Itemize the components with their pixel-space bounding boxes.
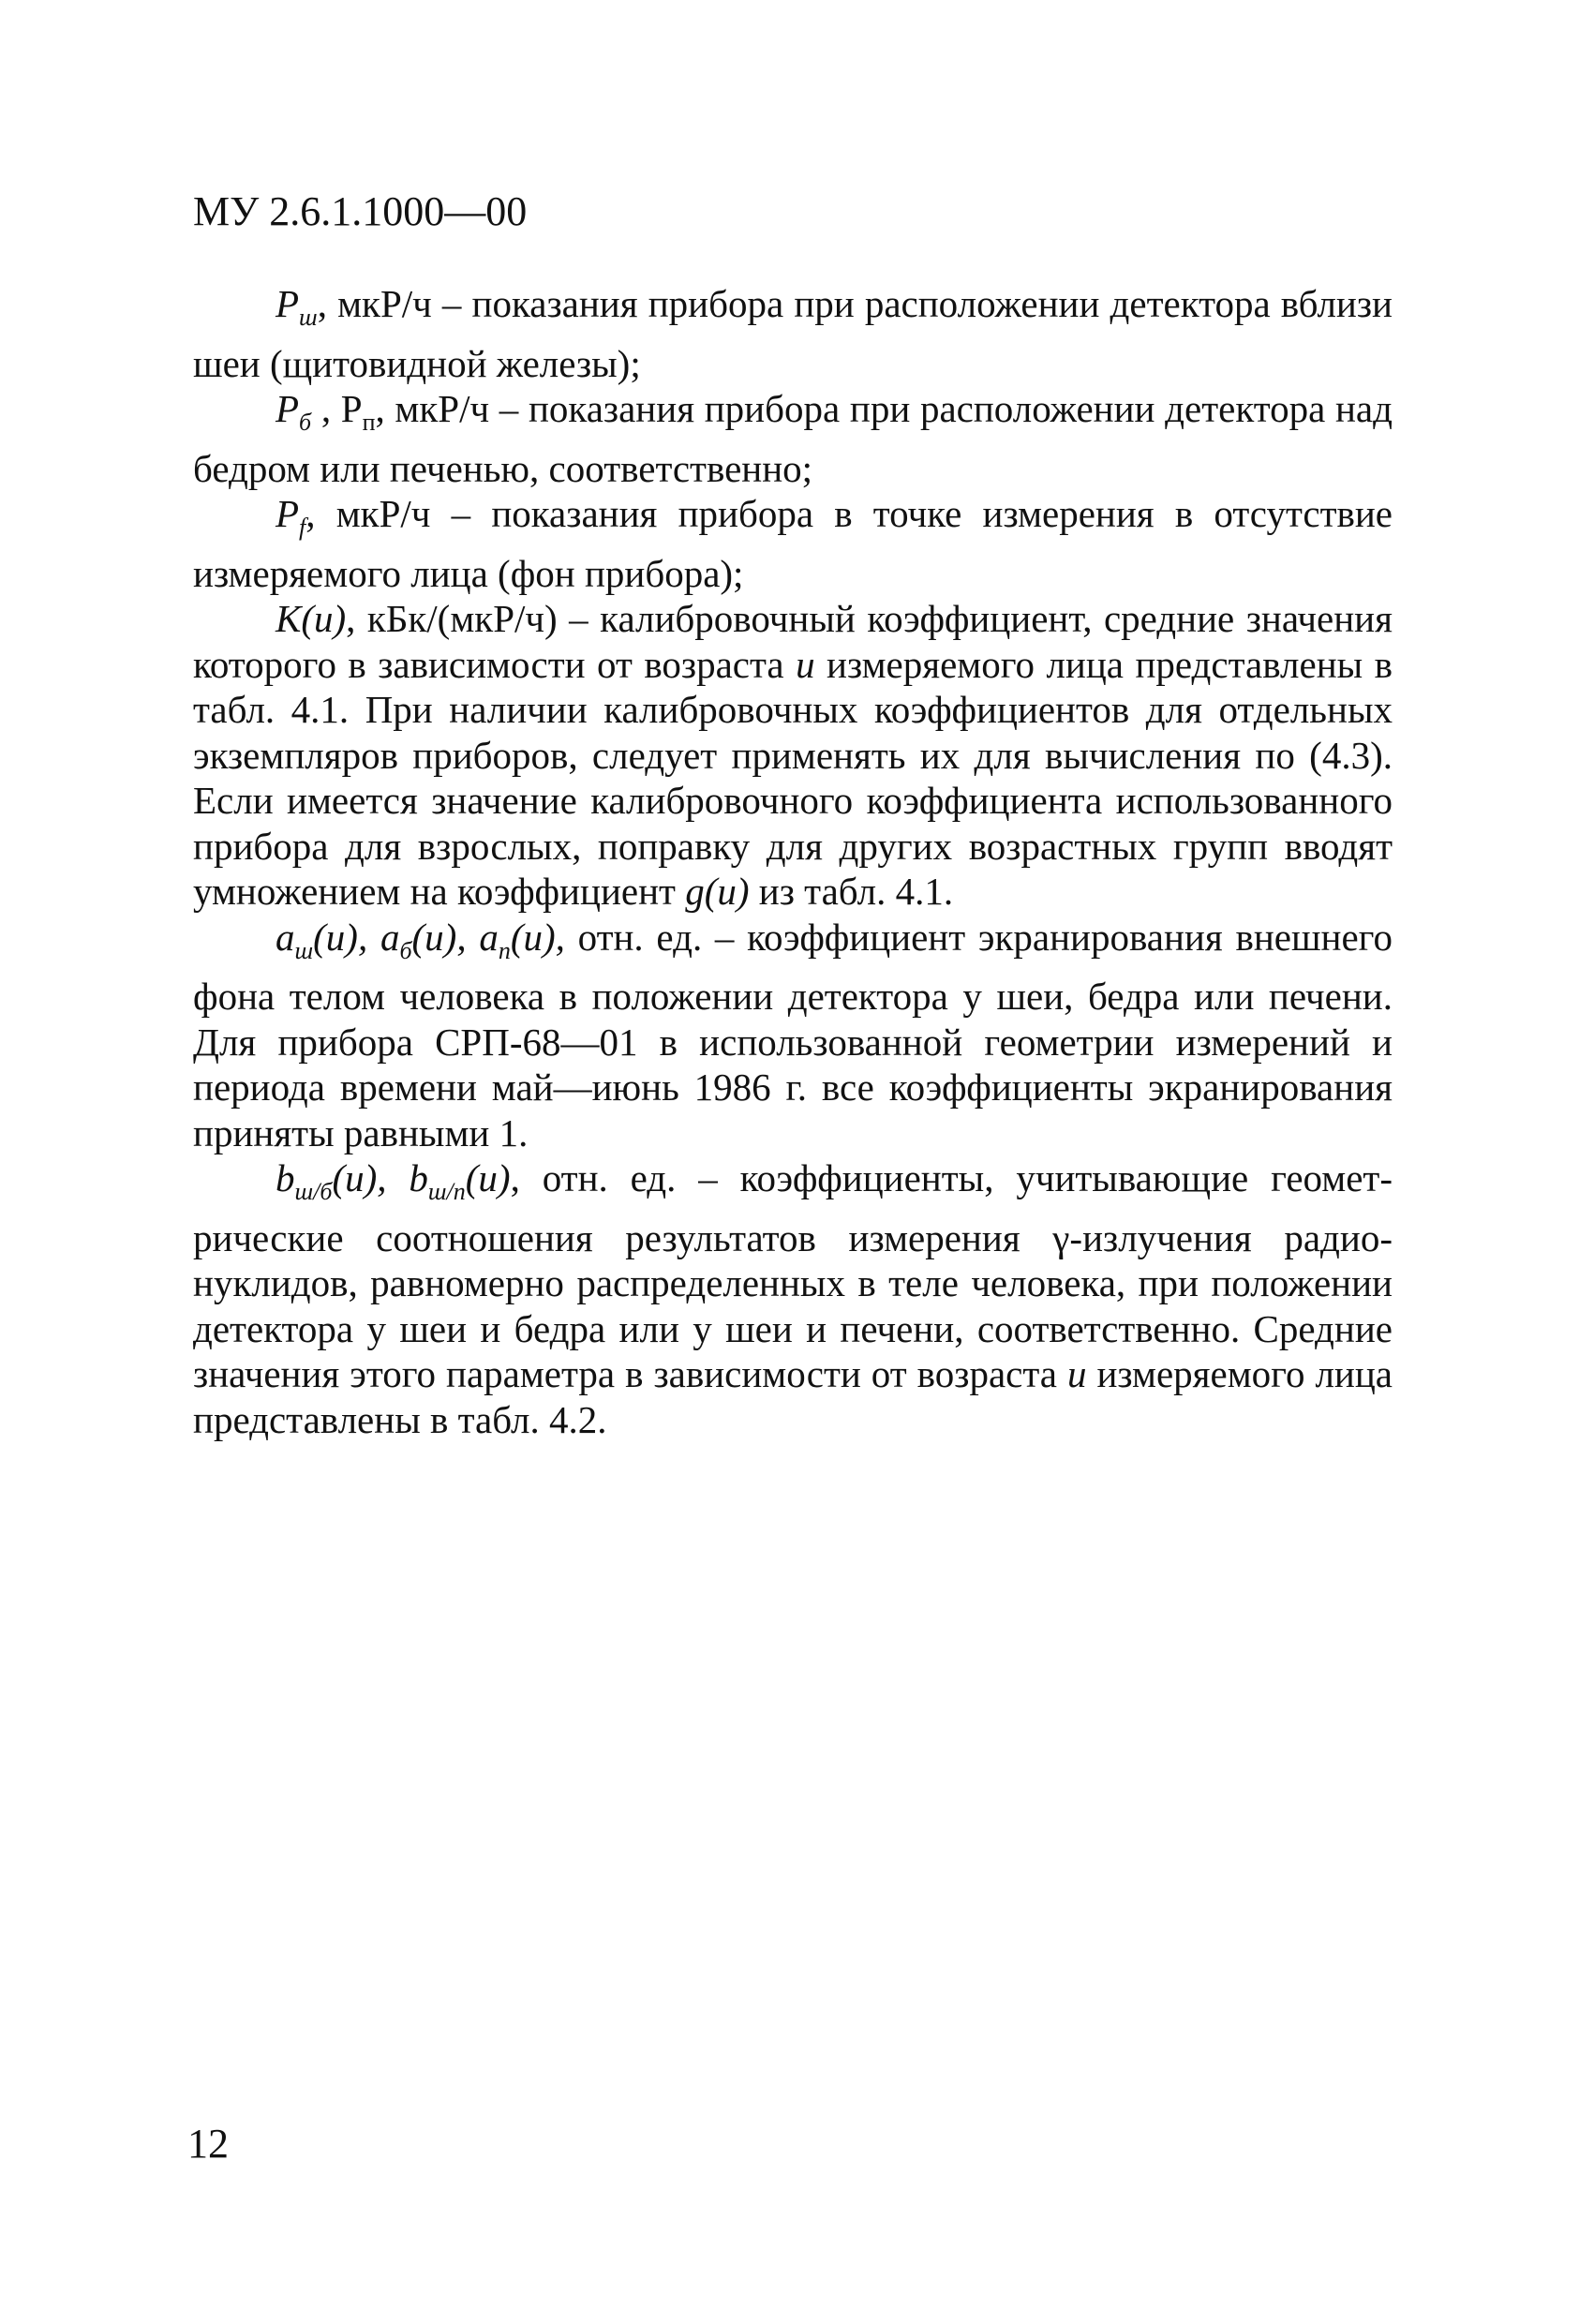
- symbol-p: P: [276, 282, 300, 325]
- paragraph-k: [193, 596, 1393, 915]
- subscript: ш/б: [294, 1178, 333, 1205]
- symbol-separator: , Р: [311, 387, 363, 430]
- symbol-u: u: [1066, 1352, 1087, 1395]
- symbol-b: b: [276, 1156, 295, 1199]
- paragraph-p-b: [193, 386, 1393, 491]
- subscript: б: [399, 936, 412, 964]
- symbol-p: P: [276, 387, 300, 430]
- subscript: ш: [294, 936, 314, 964]
- subscript: п: [498, 936, 511, 964]
- paragraph-p-sh: [193, 281, 1393, 386]
- symbol-arg: (u): [465, 1156, 511, 1199]
- paragraph-text: , мкР/ч – показания прибора при расположении детектора вблизи шеи (щитовидной железы);: [193, 282, 1393, 385]
- symbol-u: u: [796, 642, 815, 686]
- paragraph-b: [193, 1155, 1393, 1442]
- document-code: МУ 2.6.1.1000—00: [193, 188, 528, 234]
- paragraph-text: измеряемого лица представлены в табл. 4.1. При наличии калибровочных коэффициентов для отдельных экземпляров приборов, следует применять их для вычисления по (4.3). Если имеется значение калибровочного коэффициента использованного прибора для взрослых, поправку для других возрастных групп вводят умножением на коэффициент: [193, 642, 1393, 913]
- subscript: f: [299, 514, 306, 541]
- symbol-g: g(u): [685, 870, 750, 913]
- paragraph-text: , отн. ед. – коэффициенты, учитывающие геометрические соотношения результатов измерения γ-излучения радионуклидов, равномерно распределенных в теле человека, при положении детектора у шеи и бедра или у шеи и печени, соответственно. Средние значения этого параметра в зависимости от возраста: [193, 1156, 1393, 1395]
- paragraph-a: [193, 915, 1393, 1156]
- paragraph-text: отн. ед. – коэффициент экранирования внешнего фона телом человека в положении детектора у шеи, бедра или печени. Для прибора СРП-68—01 в использованной геометрии измерений и периода времени май—июнь 1986 г. все коэффициенты экранирования приняты равными 1.: [193, 915, 1393, 1155]
- symbol-a: a: [276, 915, 295, 959]
- paragraph-text: из табл. 4.1.: [749, 870, 954, 913]
- symbol-p: P: [276, 492, 300, 535]
- subscript: ш/п: [427, 1178, 466, 1205]
- symbol-b: b: [409, 1156, 428, 1199]
- symbol-k: K(u): [276, 597, 347, 640]
- symbol-arg: (u),: [332, 1156, 410, 1199]
- subscript: ш: [299, 304, 318, 331]
- page-number: 12: [187, 2121, 229, 2167]
- paragraph-p-f: [193, 491, 1393, 596]
- symbol-arg: (u),: [313, 915, 380, 959]
- subscript: п: [362, 409, 376, 436]
- symbol-a: a: [380, 915, 400, 959]
- paragraph-text: , мкР/ч – показания прибора в точке измерения в отсутствие измеряемого лица (фон прибора);: [193, 492, 1393, 595]
- paragraph-text: , мкР/ч – показания прибора при расположении детектора над бедром или печенью, соответственно;: [193, 387, 1393, 490]
- symbol-arg: (u),: [510, 915, 565, 959]
- paragraph-text: , кБк/(мкР/ч) – калибровочный коэффициент, средние значения которого в зависимости от возраста: [193, 597, 1393, 686]
- paragraph-text: измеряемого лица представлены в табл. 4.2.: [193, 1352, 1393, 1441]
- subscript: б: [299, 409, 312, 436]
- body-text: [193, 281, 1393, 1442]
- symbol-arg: (u),: [411, 915, 480, 959]
- symbol-a: a: [479, 915, 499, 959]
